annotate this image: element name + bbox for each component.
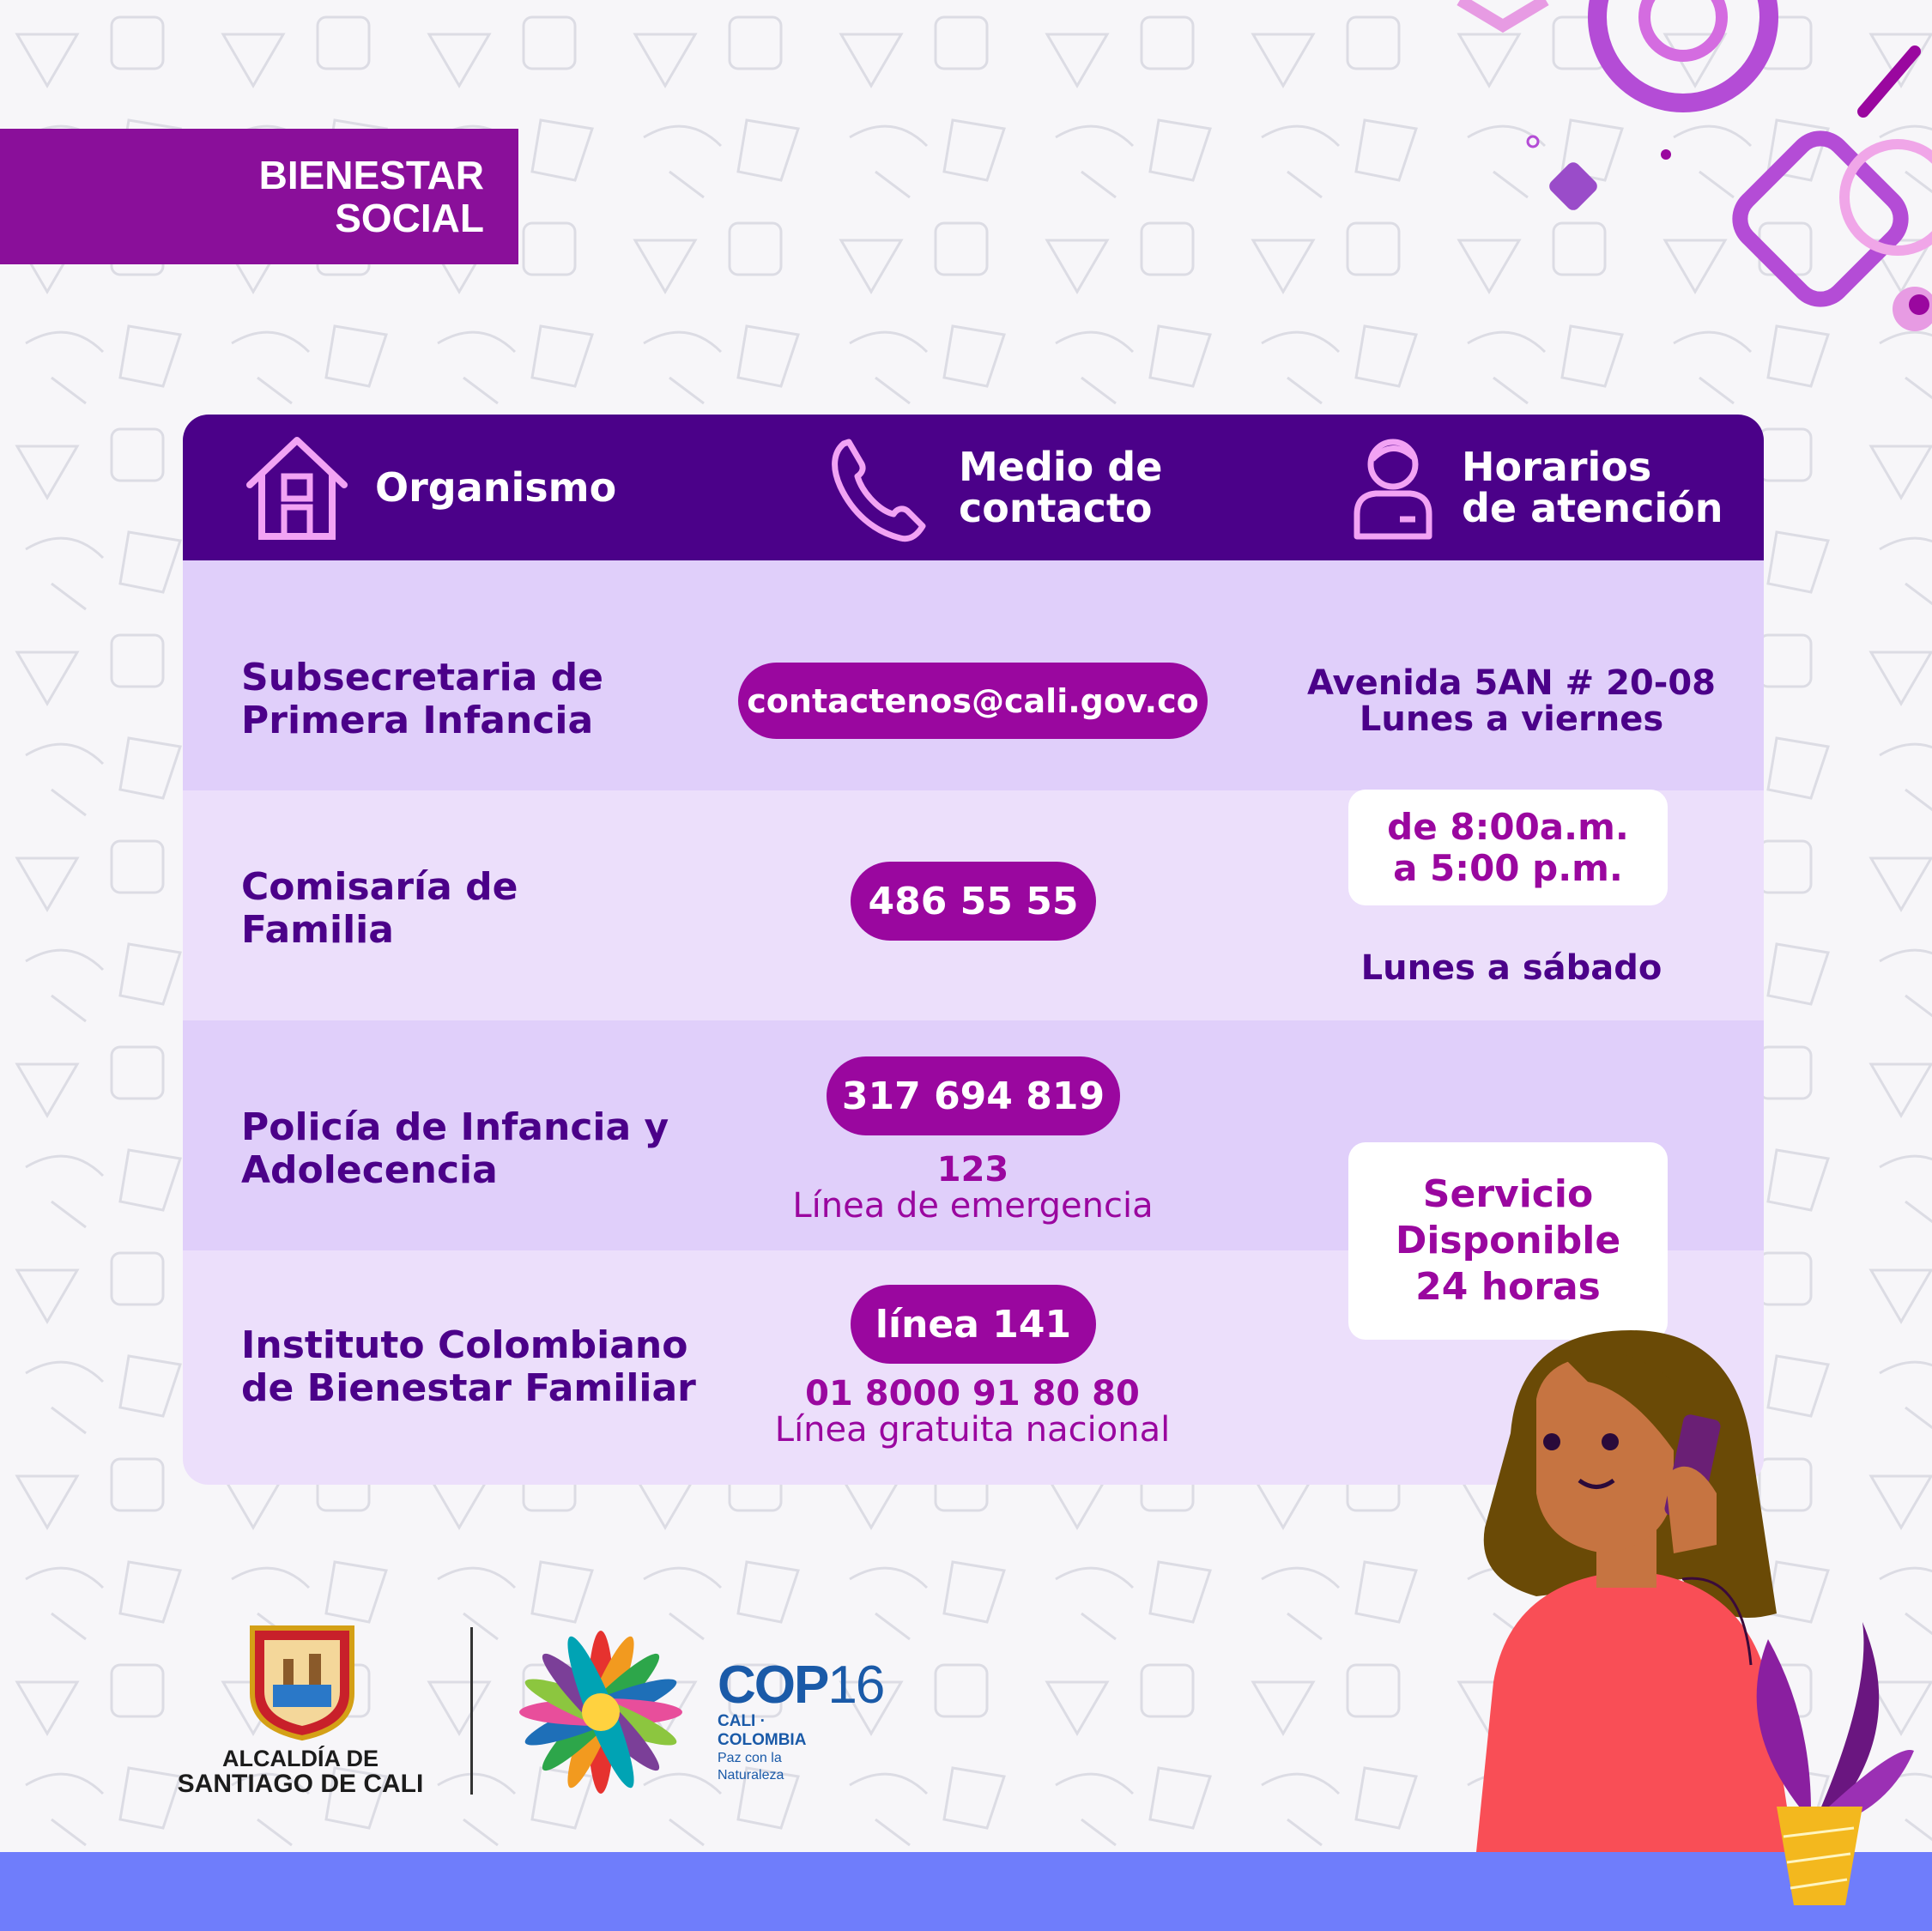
free-line: 01 8000 91 80 80 Línea gratuita nacional xyxy=(774,1374,1171,1450)
section-tag-line1: BIENESTAR xyxy=(258,153,484,197)
footer-bar xyxy=(0,1852,1932,1931)
table-header xyxy=(183,415,1764,560)
header-horarios xyxy=(1350,415,1723,560)
cali-coat-of-arms-logo xyxy=(249,1625,355,1741)
header-medio xyxy=(828,415,1162,560)
phone-icon xyxy=(828,432,931,543)
cop16-flower-logo xyxy=(511,1622,691,1802)
org-icbf: Instituto Colombiano de Bienestar Familiar xyxy=(241,1323,696,1410)
org-comisaria: Comisaría de Familia xyxy=(241,865,518,952)
line-141[interactable]: línea 141 xyxy=(851,1285,1096,1364)
phone-policia[interactable]: 317 694 819 xyxy=(827,1056,1120,1135)
hours-box: de 8:00a.m. a 5:00 p.m. xyxy=(1348,790,1668,905)
footer-divider xyxy=(470,1627,473,1795)
emergency-line: 123 Línea de emergencia xyxy=(792,1150,1154,1226)
schedule-address: Avenida 5AN # 20-08 Lunes a viernes xyxy=(1306,663,1717,739)
cop16-logo: COP16 CALI · COLOMBIA Paz con la Naturaleza xyxy=(718,1656,884,1783)
service-24h-box: Servicio Disponible 24 horas xyxy=(1348,1142,1668,1340)
section-tag-line2: SOCIAL xyxy=(335,196,484,240)
header-medio-line1: Medio de xyxy=(959,444,1163,490)
plant-illustration xyxy=(1734,1622,1914,1931)
person-icon xyxy=(1350,432,1436,543)
org-subsecretaria: Subsecretaria de Primera Infancia xyxy=(241,656,604,742)
phone-comisaria[interactable]: 486 55 55 xyxy=(851,862,1096,941)
section-tag xyxy=(0,129,518,264)
alcaldia-label: ALCALDÍA DE SANTIAGO DE CALI xyxy=(177,1746,424,1798)
header-horarios-line2: de atención xyxy=(1462,485,1723,531)
org-policia: Policía de Infancia y Adolecencia xyxy=(241,1105,669,1192)
header-horarios-line1: Horarios xyxy=(1462,444,1652,490)
header-organismo xyxy=(241,415,616,560)
schedule-saturday: Lunes a sábado xyxy=(1360,948,1662,988)
house-icon xyxy=(241,432,353,543)
email-link[interactable]: contactenos@cali.gov.co xyxy=(738,663,1208,739)
decorative-shapes xyxy=(1451,0,1932,429)
header-medio-line2: contacto xyxy=(959,485,1153,531)
header-organismo-label: Organismo xyxy=(375,464,617,511)
